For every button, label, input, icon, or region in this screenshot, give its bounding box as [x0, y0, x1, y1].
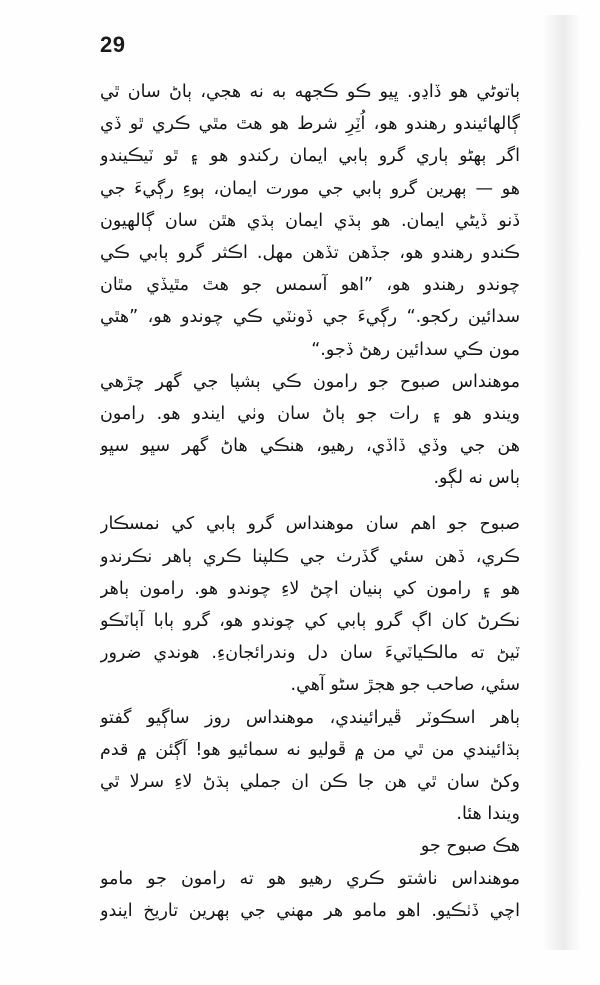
text-line: مون ڪي سدائين رهڻ ڏجو.“ [311, 339, 520, 360]
text-line: ٻڌائيندي من ٿي من ۾ ڦوليو نه سمائيو هو! آڳئن ۾ قدم [100, 739, 520, 760]
text-line: نڪرڻ کان اڳ گرو ٻابي کي چوندو هو، گرو ٻابا آٻاٽڪو [100, 611, 520, 631]
text-line: هو — ٻهرين گرو ٻابي جي مورت ايمان، ٻوءِ رڳيءَ جي [100, 178, 520, 199]
text-line: وکڻ سان ٿي هن جا ڪن ان جملي ٻڌڻ لاءِ سرلا ٿي [100, 771, 520, 792]
paragraph-4 [100, 702, 520, 831]
text-line: صبوح جو اهم سان موهنداس گرو ٻابي کي نمسڪار [100, 514, 520, 535]
text-line: ٻاهر اسڪوٽر ڦيرائيندي، موهنداس روز ساڳيو گفتو [100, 707, 520, 728]
body-text [100, 76, 520, 927]
paragraph-6 [100, 863, 520, 927]
paragraph-5 [100, 830, 520, 862]
text-line: ٻاتوڻي هو ڏاڍو. ڀيو ڪو ڪجهه به نه هجي، ٻاڻ سان ٿي [100, 82, 520, 102]
page-number: 29 [100, 32, 126, 57]
text-line: ڪري، ڏهن سئي گڏرٺ جي ڪلپنا ڪري ٻاهر نڪرندو [100, 546, 520, 567]
text-line: سدائين رکجو.“ رڳيءَ جي ڏونٽي ڪي چوندو هو، ”هٿي [100, 307, 520, 328]
text-line: هن جي وڏي ڏاڏي، رهيو، هنڪي هاڻ گهر سڀو سڀو [100, 436, 520, 457]
text-line: سئي، صاحب جو هجڙ سڻو آهي. [290, 675, 520, 696]
binding-gutter-shadow [542, 15, 582, 950]
paragraph-2 [100, 366, 520, 495]
paragraph-3 [100, 508, 520, 701]
text-line: هڪ صبوح جو [420, 836, 520, 857]
text-line: ڪندو رهندو هو، جڏهن تڏهن مهل. اڪثر گرو ٻابي ڪي [100, 242, 520, 263]
text-line: ٻاس نه لڳو. [433, 468, 520, 489]
paragraph-gap [100, 494, 520, 508]
text-line: ڏنو ڏيڻي ايمان. هو ٻڌي ايمان ٻڌي هٿن سان ڳالهيون [100, 210, 520, 231]
text-line: ويندا هئا. [456, 804, 520, 825]
text-line: موهنداس ناشتو ڪري رهيو هو ته رامون جو مامو [100, 868, 520, 889]
text-line: ٽيڻ ته مالڪياٽيءَ سان دل وندرائجانءِ. هوندي ضرور [100, 643, 520, 664]
text-line: ڳالهائيندو رهندو هو، اُٽِرِ شرط هو هٿ مٿي ڪري ٿو ڏي [100, 114, 520, 135]
text-line: اچي ڏٺڪيو. اهو مامو هر مهني جي ٻهرين تاريخ ايندو [100, 900, 520, 921]
text-line: هو ۽ رامون کي ٻنيان اچڻ لاءِ چوندو هو. رامون ٻاهر [100, 578, 520, 599]
text-line: چوندو رهندو هو، ”اهو آسمس جو هٿ مٿيڏي مٿان [100, 275, 520, 296]
text-line: موهنداس صبوح جو رامون ڪي ٻشپا جي گهر چڙهي [100, 371, 520, 392]
text-line: اگر ٻهڻو ٻاري گرو ٻابي ايمان رکندو هو ۽ ٿو ٽيڪيندو [100, 146, 520, 167]
text-line: ويندو هو ۽ رات جو ٻاڻ سان وٺي ايندو هو. رامون [100, 403, 520, 424]
paragraph-1 [100, 76, 520, 366]
